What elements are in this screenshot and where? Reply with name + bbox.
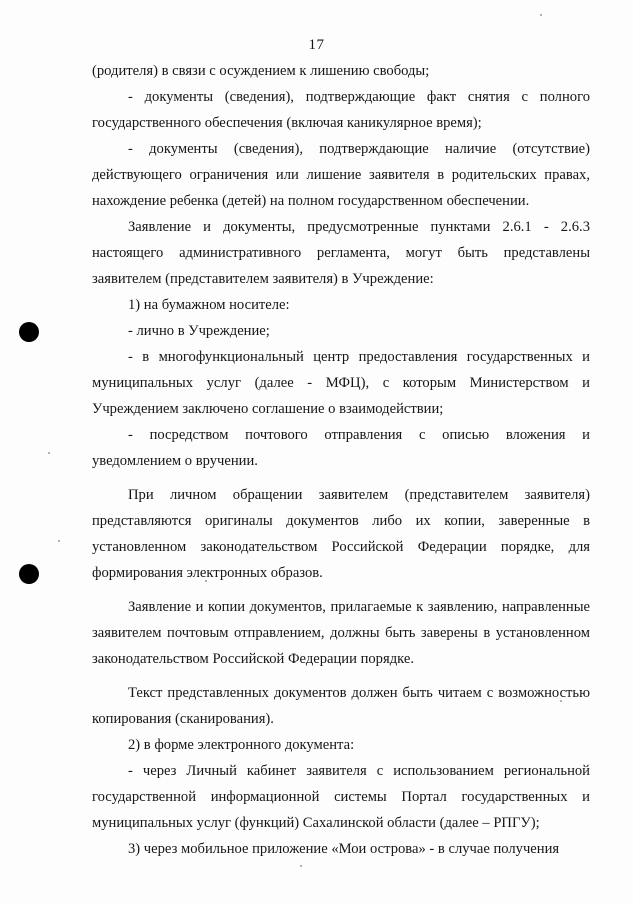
- scan-speck: [540, 14, 542, 16]
- paragraph: - документы (сведения), подтверждающие факт снятия с полного государственного обеспечения (включая каникулярное время);: [92, 89, 590, 131]
- paragraph: Заявление и копии документов, прилагаемые к заявлению, направленные заявителем почтовым отправлением, должны быть заверены в установленном законодательством Российской Федерации порядке.: [92, 599, 590, 667]
- paragraph: 3) через мобильное приложение «Мои острова» - в случае получения: [128, 841, 560, 857]
- punch-hole-mark: [19, 564, 39, 584]
- scan-speck: [48, 452, 50, 454]
- paragraph: - лично в Учреждение;: [128, 323, 270, 339]
- scan-speck: [58, 540, 60, 542]
- paragraph: Текст представленных документов должен быть читаем с возможностью копирования (сканирования).: [92, 685, 590, 727]
- punch-hole-mark: [19, 322, 39, 342]
- paragraph: 1) на бумажном носителе:: [128, 297, 290, 313]
- paragraph: - посредством почтового отправления с описью вложения и уведомлением о вручении.: [92, 427, 590, 469]
- paragraph: При личном обращении заявителем (представителем заявителя) представляются оригиналы документов либо их копии, заверенные в установленном законодательством Российской Федерации порядке, для формирования электронных образов.: [92, 487, 590, 581]
- paragraph: Заявление и документы, предусмотренные пунктами 2.6.1 - 2.6.3 настоящего административного регламента, могут быть представлены заявителем (представителем заявителя) в Учреждение:: [92, 219, 590, 287]
- page-number: 17: [308, 37, 325, 53]
- paragraph: (родителя) в связи с осуждением к лишению свободы;: [92, 63, 430, 79]
- paragraph: - документы (сведения), подтверждающие наличие (отсутствие) действующего ограничения или лишение заявителя в родительских правах, нахождение ребенка (детей) на полном государственном обеспечении.: [92, 141, 590, 209]
- paragraph: 2) в форме электронного документа:: [128, 737, 355, 753]
- scan-speck: [300, 865, 302, 867]
- document-body: [92, 58, 590, 862]
- paragraph: - в многофункциональный центр предоставления государственных и муниципальных услуг (далее - МФЦ), с которым Министерством и Учреждением заключено соглашение о взаимодействии;: [92, 349, 590, 417]
- paragraph: - через Личный кабинет заявителя с использованием региональной государственной информационной системы Портал государственных и муниципальных услуг (функций) Сахалинской области (далее – РПГУ);: [92, 763, 590, 831]
